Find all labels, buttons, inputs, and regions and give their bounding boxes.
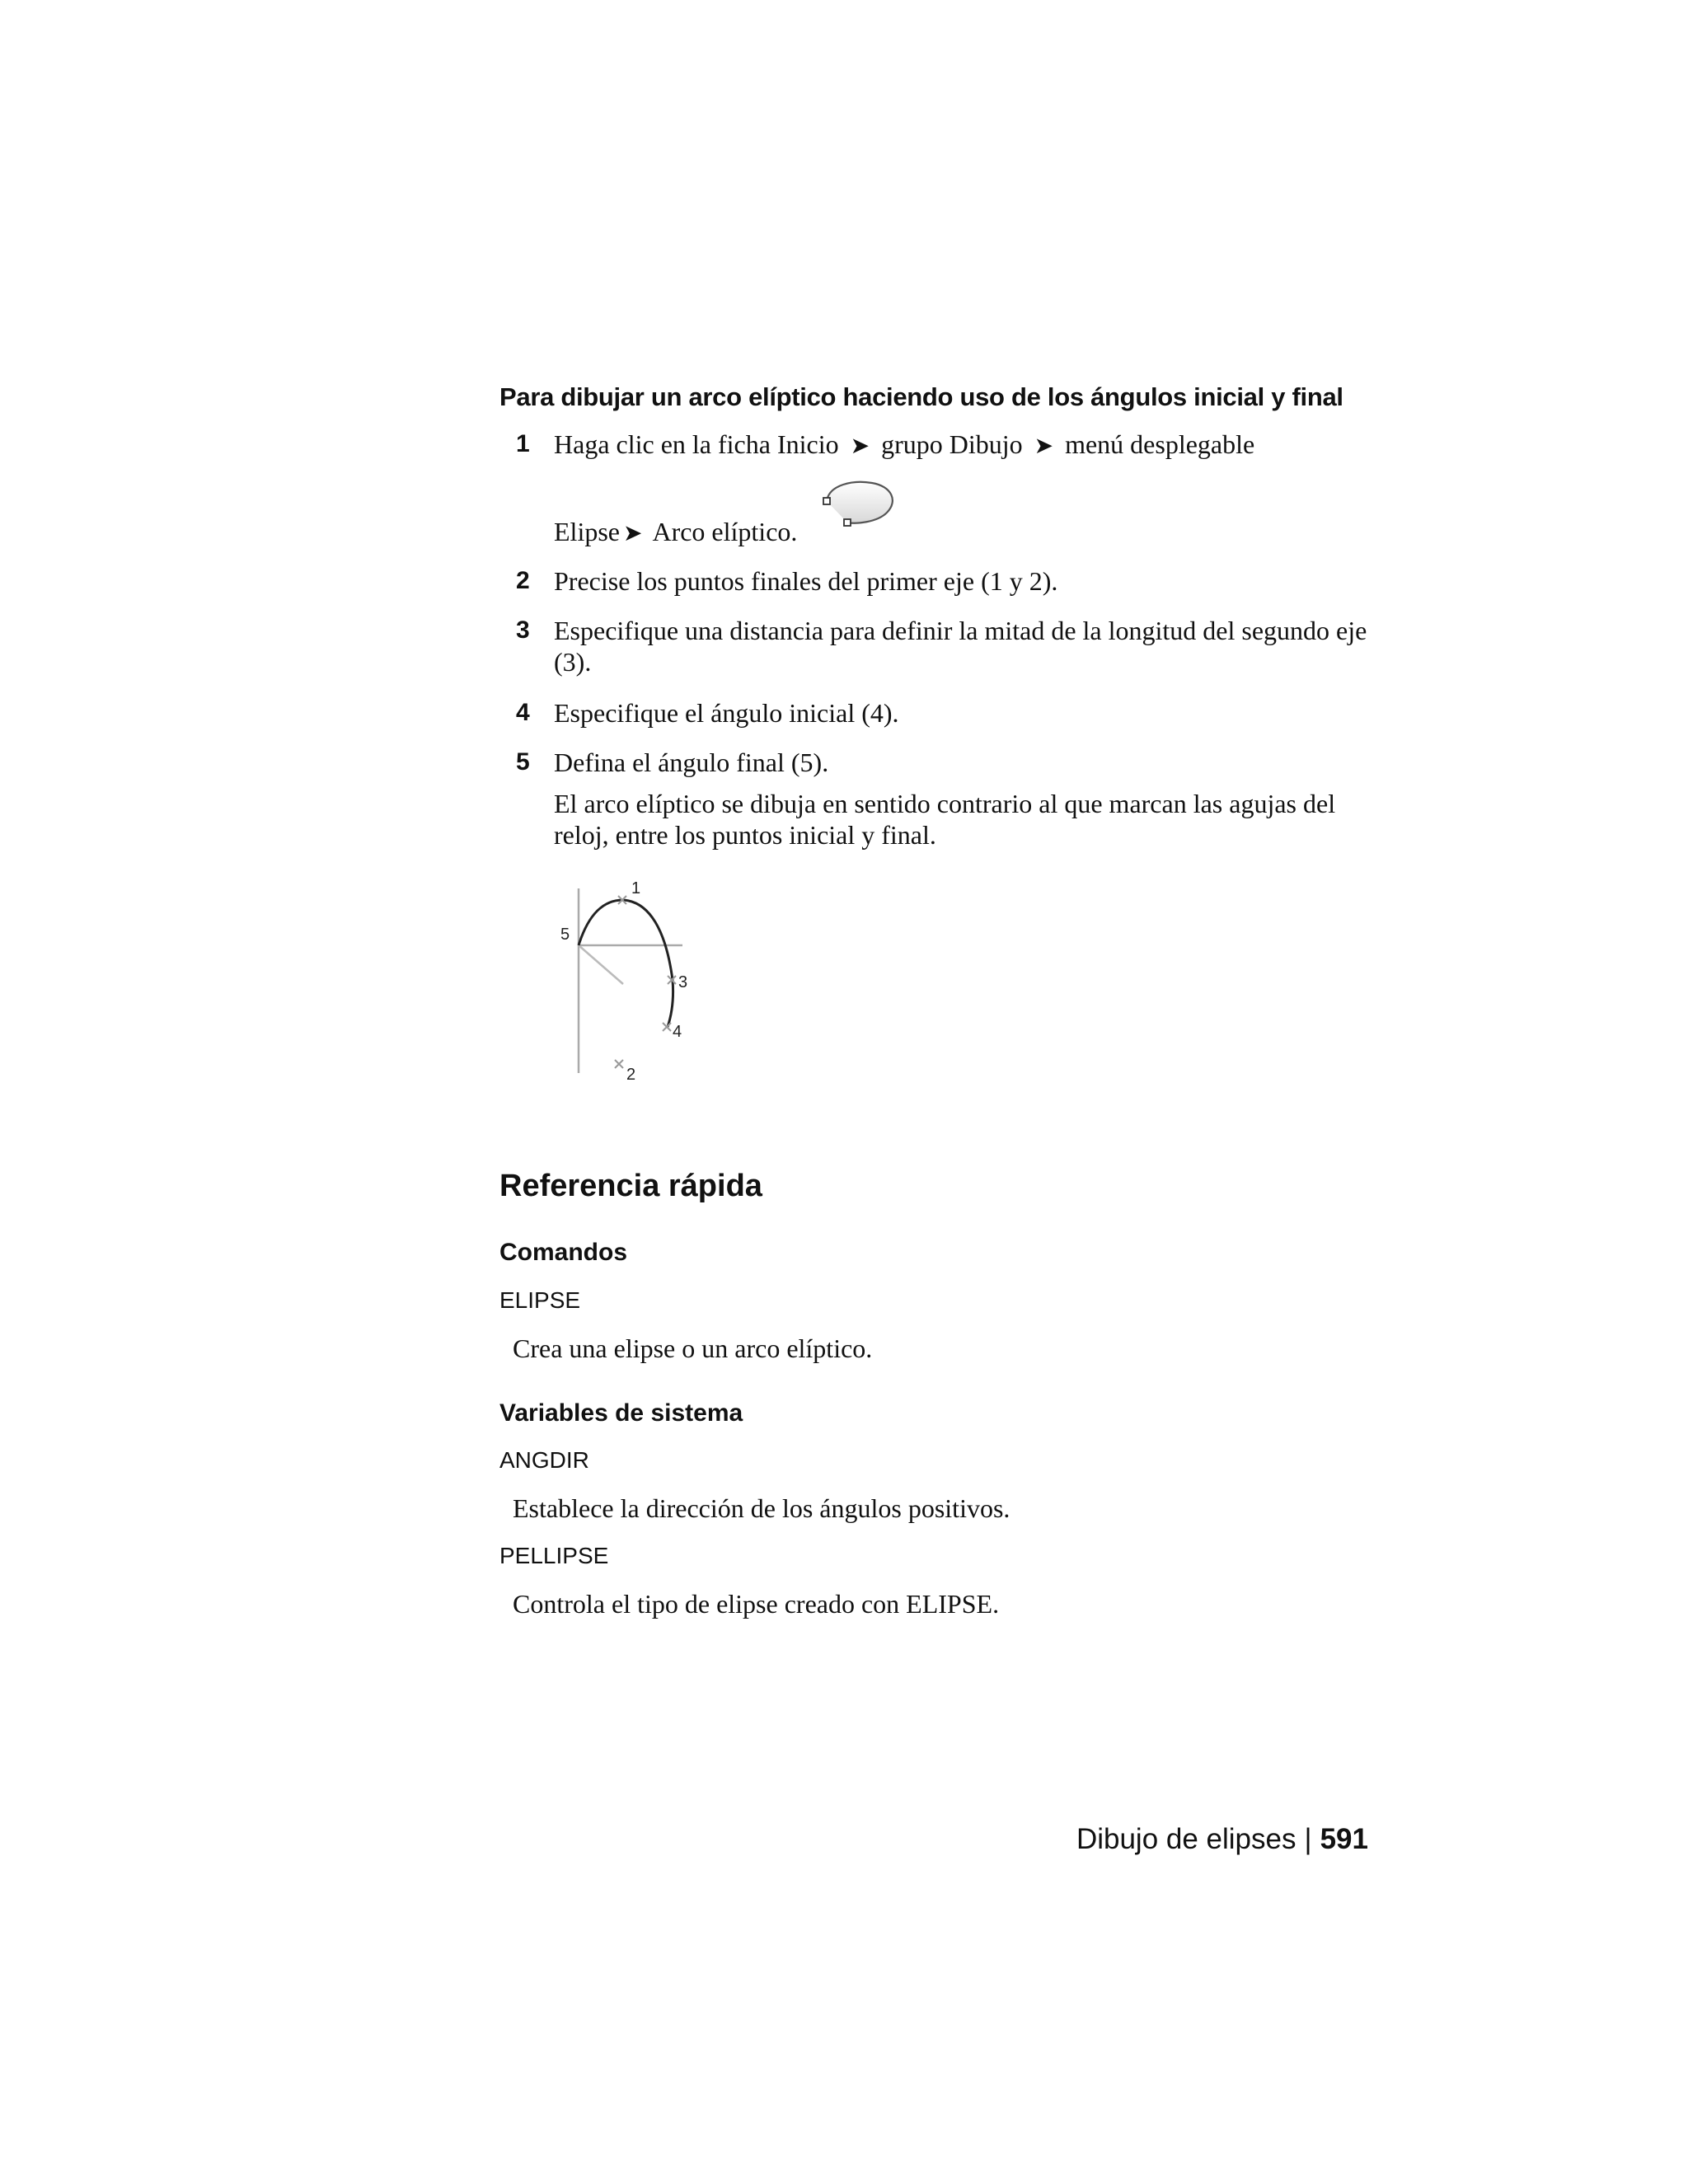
step-1-text-continued (554, 516, 1378, 550)
elliptical-arc-tool-icon (816, 476, 898, 532)
step-number: 5 (516, 748, 530, 776)
procedure-title: Para dibujar un arco elíptico haciendo uso de los ángulos inicial y final (499, 382, 1343, 411)
system-variables-heading: Variables de sistema (499, 1399, 743, 1427)
step-number: 1 (516, 430, 530, 457)
point-label: 5 (560, 926, 570, 944)
step-text-part: Haga clic en la ficha Inicio (554, 429, 839, 459)
quick-reference-heading: Referencia rápida (499, 1169, 762, 1203)
step-text-part: grupo Dibujo (881, 429, 1023, 459)
step-2-text: Precise los puntos finales del primer eje (1 y 2). (554, 566, 1058, 596)
point-label: 4 (673, 1023, 682, 1041)
elliptical-arc-diagram (551, 869, 707, 1091)
step-5-note: El arco elíptico se dibuja en sentido contrario al que marcan las agujas del reloj, entre los puntos inicial y final. (554, 789, 1336, 850)
point-label: 3 (678, 973, 688, 991)
step-text-part: Elipse (554, 517, 620, 546)
angle-line (579, 945, 623, 984)
variable-description: Establece la dirección de los ángulos positivos. (513, 1493, 1010, 1523)
step-number: 2 (516, 567, 530, 594)
step-4-text: Especifique el ángulo inicial (4). (554, 698, 899, 728)
commands-heading: Comandos (499, 1239, 628, 1266)
menu-arrow-icon: ➤ (622, 521, 643, 546)
variable-name: PELLIPSE (499, 1543, 609, 1568)
step-number: 4 (516, 699, 530, 726)
command-name: ELIPSE (499, 1287, 581, 1313)
page-footer (1076, 1823, 1368, 1856)
step-number: 3 (516, 616, 530, 644)
footer-separator: | (1304, 1823, 1312, 1855)
variable-description: Controla el tipo de elipse creado con ELIPSE. (513, 1589, 1000, 1619)
point-label: 1 (631, 879, 641, 898)
command-description: Crea una elipse o un arco elíptico. (513, 1333, 873, 1363)
step-3-text: Especifique una distancia para definir la mitad de la longitud del segundo eje (3). (554, 616, 1367, 677)
page-number: 591 (1320, 1823, 1368, 1855)
point-markers (615, 896, 676, 1068)
step-5-text: Defina el ángulo final (5). (554, 748, 829, 777)
variable-name: ANGDIR (499, 1447, 589, 1473)
footer-section-title: Dibujo de elipses (1076, 1823, 1296, 1855)
menu-arrow-icon: ➤ (1034, 434, 1054, 459)
menu-arrow-icon: ➤ (850, 434, 870, 459)
point-label: 2 (626, 1066, 636, 1084)
elliptical-arc (579, 900, 673, 1027)
step-text-part: Arco elíptico. (652, 517, 798, 546)
step-1-text (554, 429, 1378, 462)
step-text-part: menú desplegable (1065, 429, 1255, 459)
